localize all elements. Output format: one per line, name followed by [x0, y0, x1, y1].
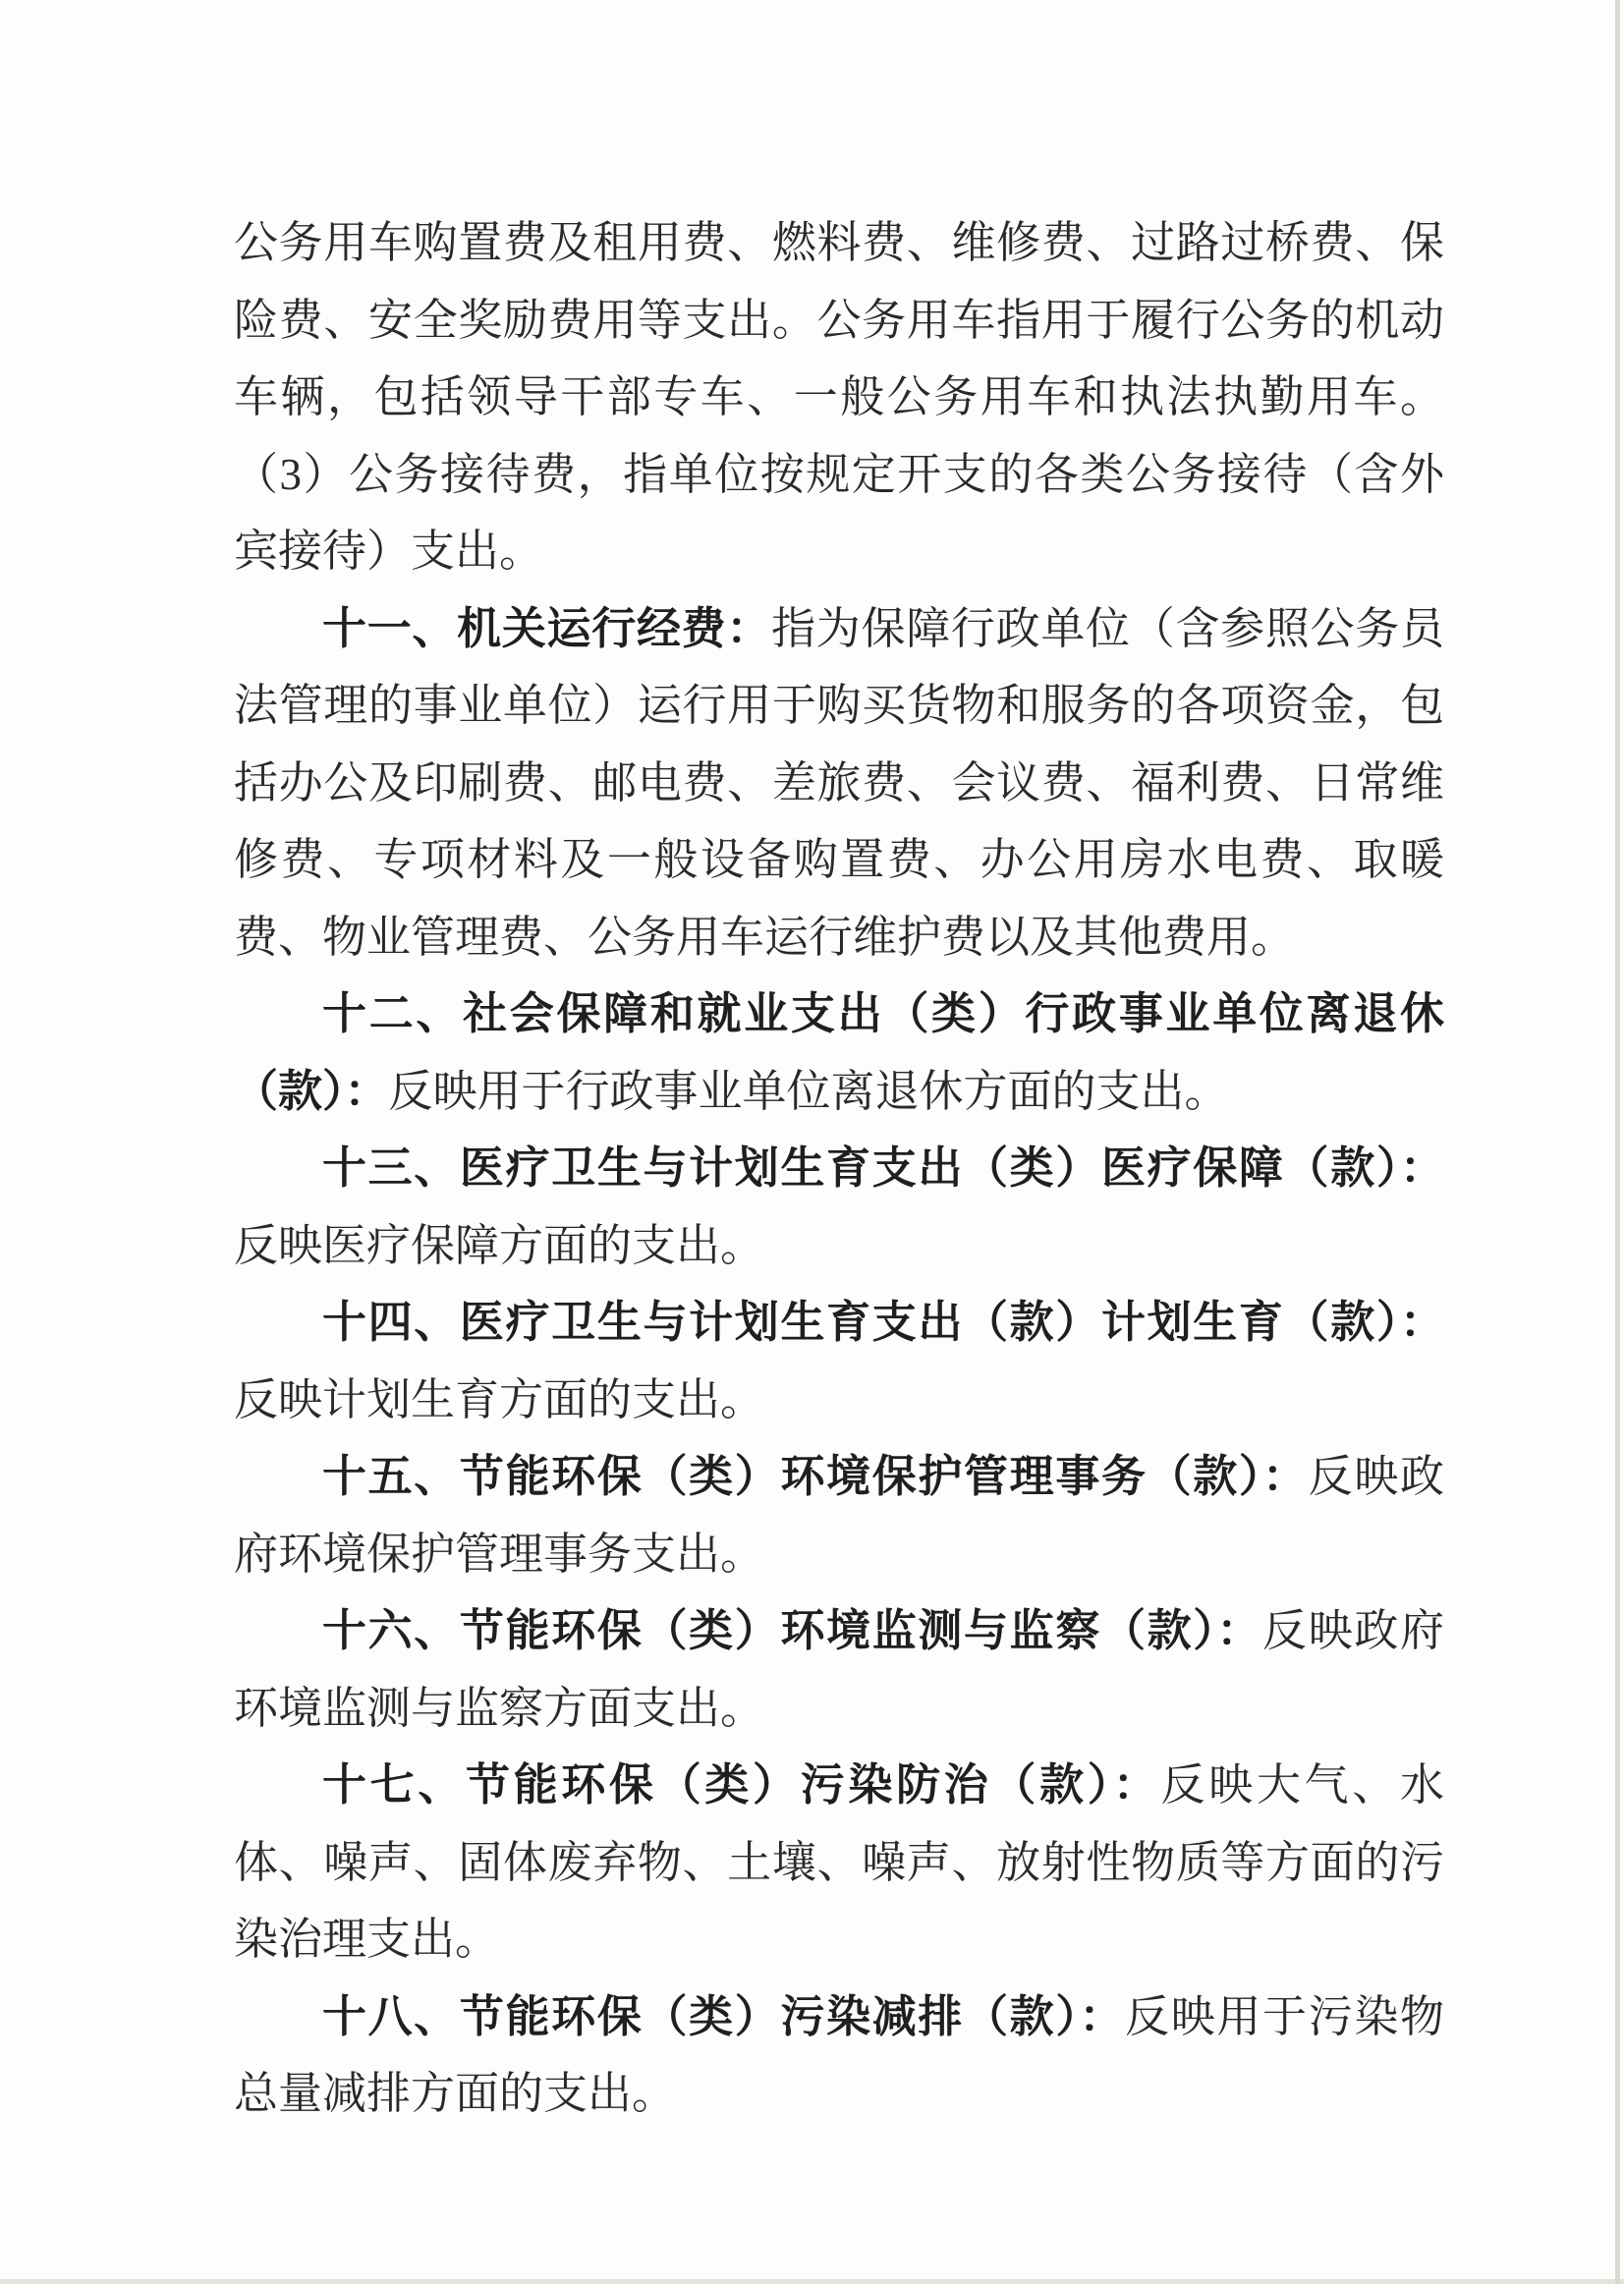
paragraph-section-14	[234, 1284, 1444, 1438]
scan-edge-bottom	[0, 2279, 1624, 2284]
paragraph-section-12	[234, 975, 1444, 1130]
section-heading: 十七、节能环保（类）污染防治（款）：	[322, 1759, 1161, 1810]
paragraph-section-17	[234, 1747, 1444, 1978]
document-text-block	[234, 204, 1444, 2133]
section-heading: 十二、社会保障和就业支出（类）行政事业单位离退休（款）：	[234, 988, 1444, 1116]
paragraph-section-13	[234, 1130, 1444, 1284]
paragraph-section-15	[234, 1438, 1444, 1592]
paragraph-text: 反映政府环境监测与监察方面支出。	[234, 1606, 1444, 1733]
section-heading: 十五、节能环保（类）环境保护管理事务（款）：	[322, 1451, 1309, 1501]
scan-edge-right	[1615, 0, 1620, 2284]
paragraph-text: 公务用车购置费及租用费、燃料费、维修费、过路过桥费、保险费、安全奖励费用等支出。公务用车指用于履行公务的机动车辆，包括领导干部专车、一般公务用车和执法执勤用车。（3）公务接待费，指单位按规定开支的各类公务接待（含外宾接待）支出。	[234, 218, 1444, 576]
section-heading: 十三、医疗卫生与计划生育支出（类）医疗保障（款）：	[322, 1142, 1444, 1193]
paragraph-text: 反映计划生育方面的支出。	[234, 1374, 765, 1424]
paragraph-continuation	[234, 204, 1444, 590]
paragraph-text: 反映用于行政事业单位离退休方面的支出。	[388, 1066, 1229, 1116]
paragraph-section-18	[234, 1978, 1444, 2133]
paragraph-section-16	[234, 1592, 1444, 1747]
paragraph-text: 反映用于污染物总量减排方面的支出。	[234, 1991, 1444, 2118]
paragraph-text: 反映医疗保障方面的支出。	[234, 1220, 765, 1270]
section-heading: 十一、机关运行经费：	[322, 602, 772, 653]
section-heading: 十四、医疗卫生与计划生育支出（款）计划生育（款）：	[322, 1297, 1444, 1347]
section-heading: 十八、节能环保（类）污染减排（款）：	[322, 1990, 1126, 2041]
paragraph-text: 指为保障行政单位（含参照公务员法管理的事业单位）运行用于购买货物和服务的各项资金，包括办公及印刷费、邮电费、差旅费、会议费、福利费、日常维修费、专项材料及一般设备购置费、办公用房水电费、取暖费、物业管理费、公务用车运行维护费以及其他费用。	[234, 603, 1444, 962]
paragraph-text: 反映政府环境保护管理事务支出。	[234, 1452, 1444, 1579]
paragraph-section-11	[234, 590, 1444, 976]
section-heading: 十六、节能环保（类）环境监测与监察（款）：	[322, 1605, 1263, 1655]
paragraph-text: 反映大气、水体、噪声、固体废弃物、土壤、噪声、放射性物质等方面的污染治理支出。	[234, 1760, 1444, 1964]
